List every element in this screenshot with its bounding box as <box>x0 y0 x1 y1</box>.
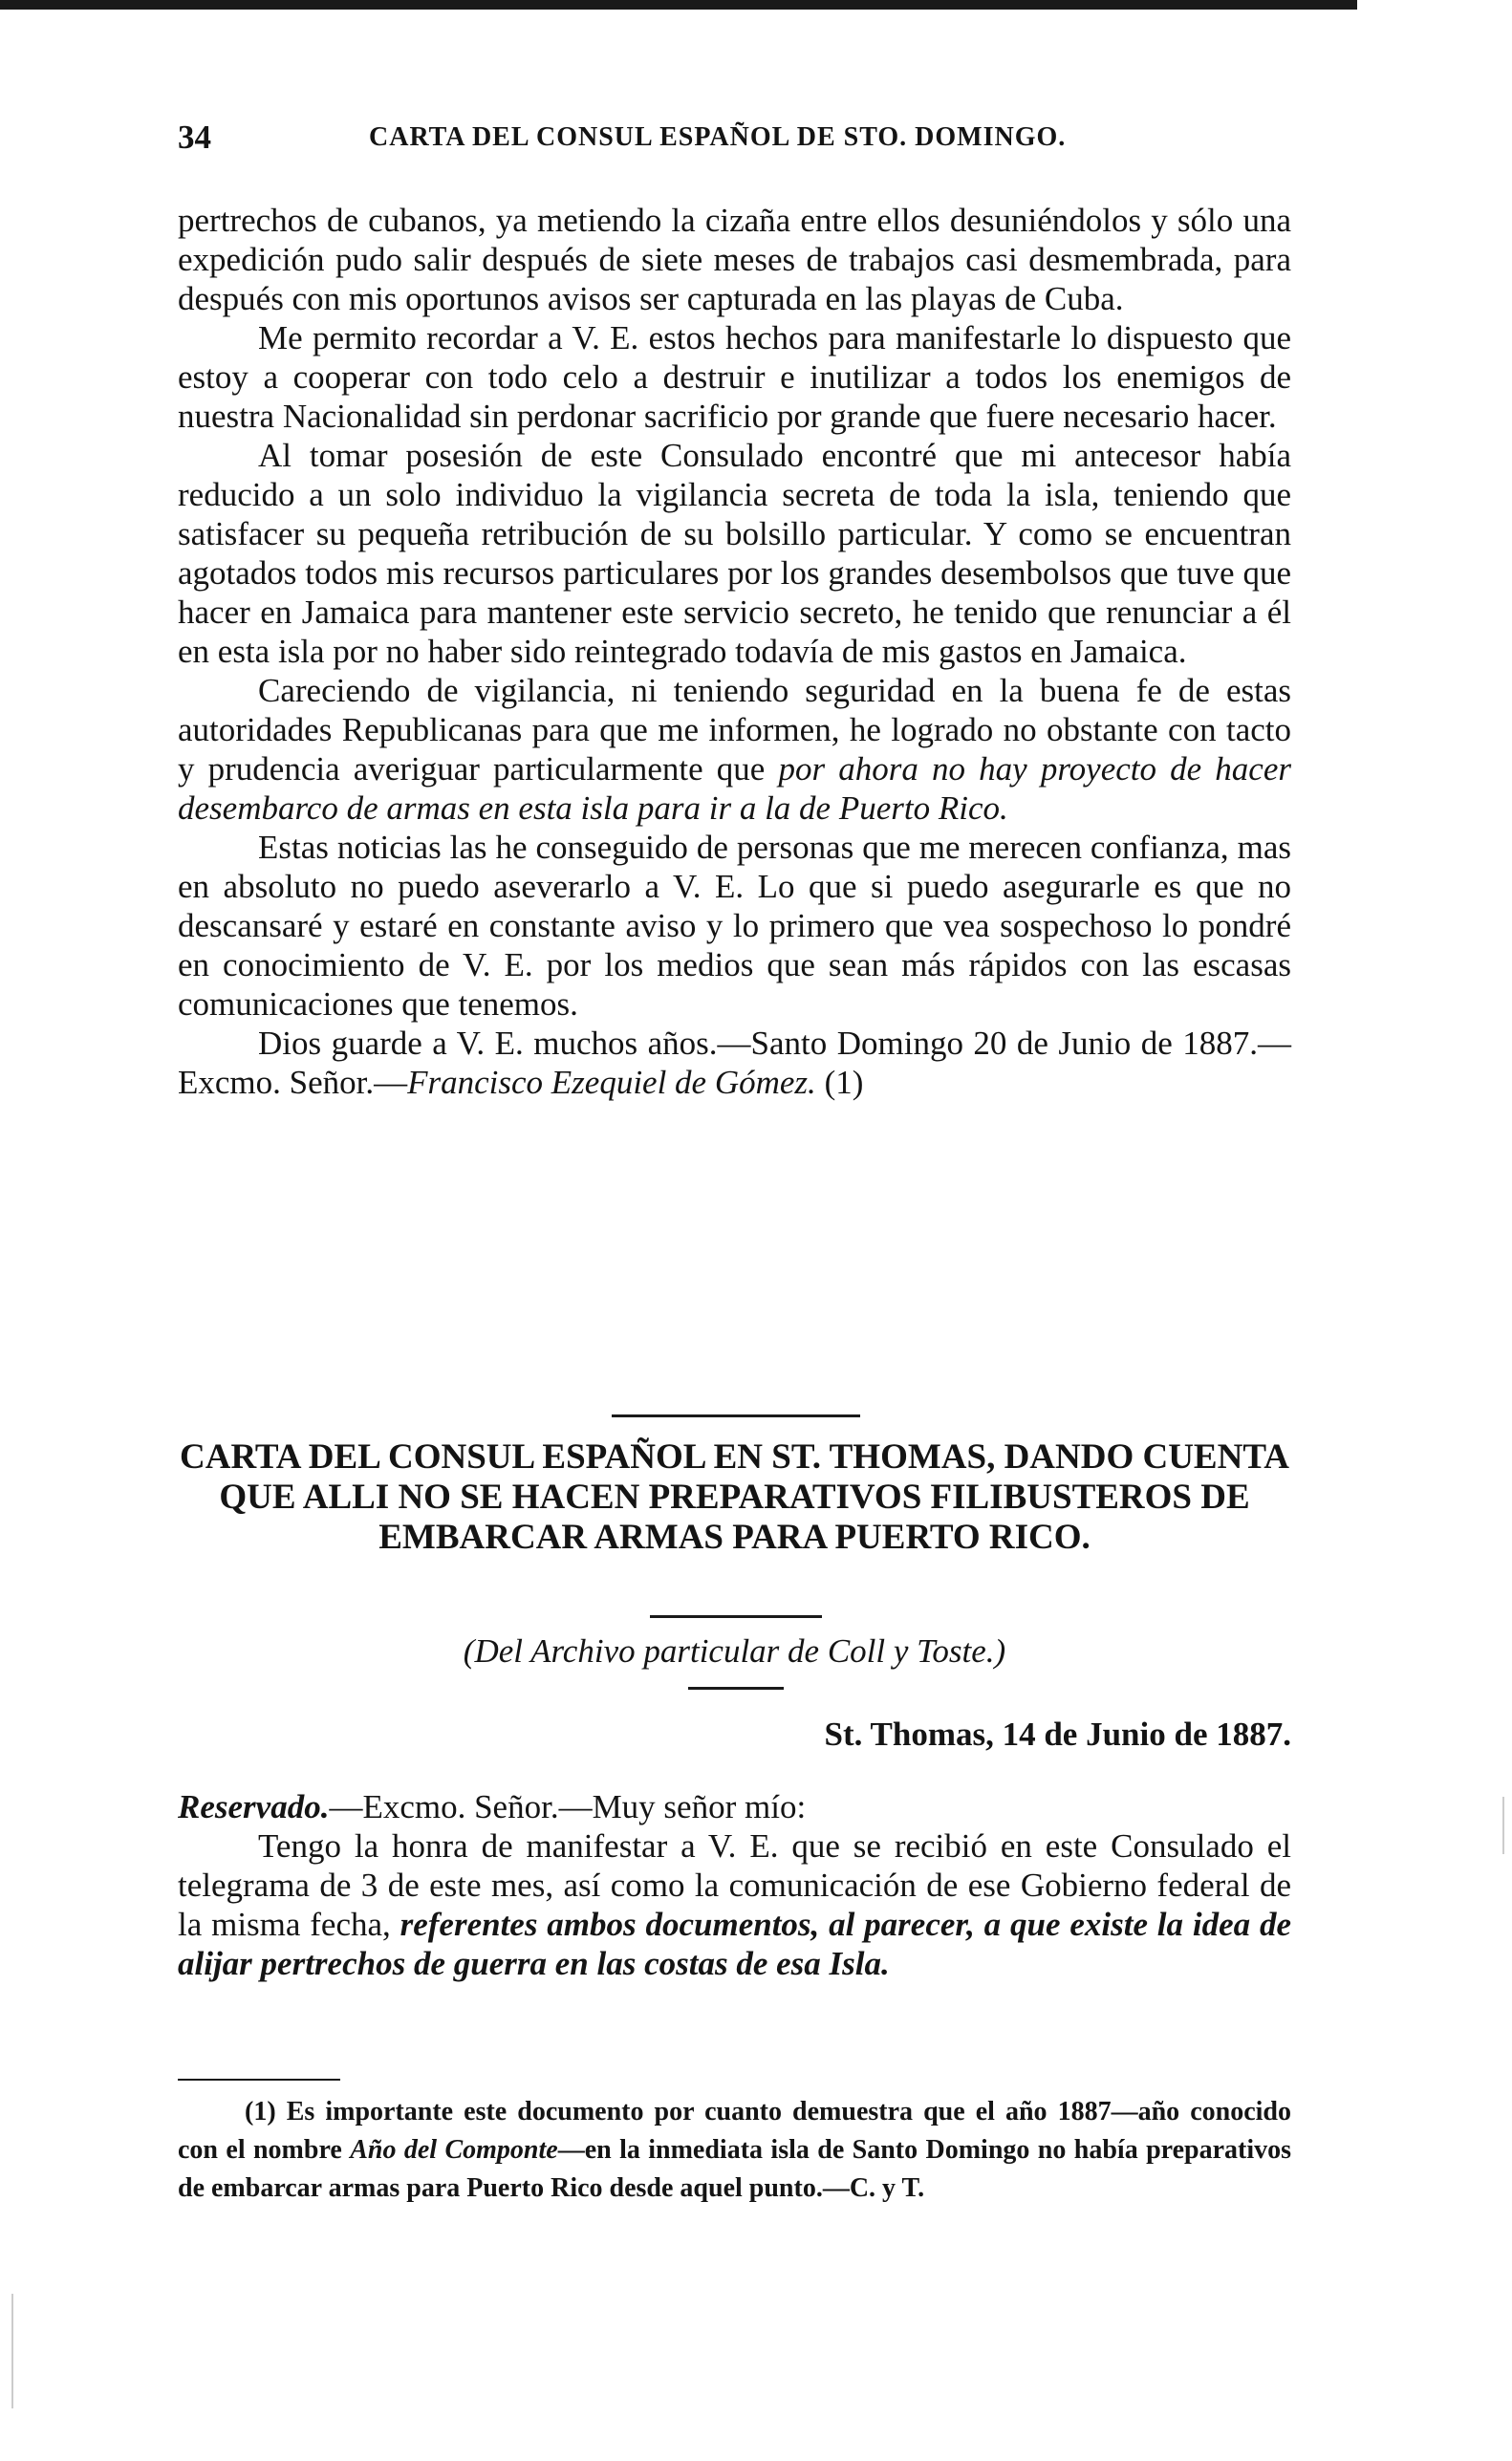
section-divider <box>612 1414 860 1417</box>
salutation <box>178 1787 1291 1826</box>
letter-paragraph-1 <box>178 1826 1291 1983</box>
footnote-rule <box>178 2079 340 2081</box>
title-underline <box>650 1615 822 1618</box>
dateline: St. Thomas, 14 de Junio de 1887. <box>824 1716 1291 1753</box>
signature: Francisco Ezequiel de Gómez. <box>407 1064 816 1101</box>
letter-paragraph-1-italic: referentes ambos documentos, al parecer, a que existe la idea de alijar pertrechos de guerra en las costas de esa Isla. <box>178 1906 1291 1982</box>
paragraph-5: Estas noticias las he conseguido de personas que me merecen confianza, mas en absoluto no puedo aseverarlo a V. E. Lo que si puedo asegurarle es que no descansaré y estaré en constante aviso y lo primero que vea sospechoso lo pondré en conocimiento de V. E. por los medios que sean más rápidos con las escasas comunicaciones que tenemos. <box>178 829 1291 1023</box>
footnote-marker: (1) <box>245 2097 276 2126</box>
footnote-ref: (1) <box>815 1064 864 1101</box>
paragraph-2: Me permito recordar a V. E. estos hechos para manifestarle lo dispuesto que estoy a cooperar con todo celo a destruir e inutilizar a todos los enemigos de nuestra Nacionalidad sin perdonar sacrificio por grande que fuere necesario hacer. <box>178 319 1291 435</box>
body-text <box>178 201 1291 1102</box>
paragraph-4-text: Careciendo de vigilancia, ni teniendo seguridad en la buena fe de estas autoridades Republicanas para que me informen, he logrado no obstante con tacto y prudencia averiguar particularmente que <box>178 672 1291 788</box>
footnote <box>178 2093 1291 2208</box>
footnote-text: Es importante este documento por cuanto demuestra que el año 1887—año conocido con el nombre <box>178 2097 1291 2165</box>
running-header <box>178 115 1286 162</box>
margin-mark <box>1502 1797 1504 1854</box>
paragraph-1: pertrechos de cubanos, ya metiendo la cizaña entre ellos desuniéndolos y sólo una expedición pudo salir después de siete meses de trabajos casi desmembrada, para después con mis oportunos avisos ser capturada en las playas de Cuba. <box>178 202 1291 317</box>
footnote-italic: Año del Componte <box>350 2135 558 2165</box>
salutation-text: —Excmo. Señor.—Muy señor mío: <box>329 1788 807 1825</box>
footnote-paragraph <box>178 2093 1291 2208</box>
letter-body <box>178 1787 1291 1983</box>
page-number: 34 <box>178 119 211 156</box>
footnote-text-end: —en la inmediata isla de Santo Domingo no había preparativos de embarcar armas para Puerto Rico desde aquel punto.—C. y T. <box>178 2135 1291 2203</box>
closing-text: Dios guarde a V. E. muchos años.—Santo Domingo 20 de Junio de 1887.—Excmo. Señor.— <box>178 1025 1291 1101</box>
letter-paragraph-1-text: Tengo la honra de manifestar a V. E. que se recibió en este Consulado el telegrama de 3 de este mes, así como la comunicación de ese Gobierno federal de la misma fecha, <box>178 1827 1291 1943</box>
paragraph-4 <box>178 671 1291 828</box>
running-title: CARTA DEL CONSUL ESPAÑOL DE STO. DOMINGO. <box>369 122 1067 152</box>
margin-mark-left <box>11 2294 13 2408</box>
page-top-border <box>0 0 1357 10</box>
paragraph-6 <box>178 1024 1291 1102</box>
document-title: CARTA DEL CONSUL ESPAÑOL EN ST. THOMAS, DANDO CUENTA QUE ALLI NO SE HACEN PREPARATIVOS FILIBUSTEROS DE EMBARCAR ARMAS PARA PUERTO RICO. <box>180 1437 1289 1557</box>
source-note: (Del Archivo particular de Coll y Toste.) <box>463 1632 1006 1670</box>
paragraph-4-italic: por ahora no hay proyecto de hacer desembarco de armas en esta isla para ir a la de Puerto Rico. <box>178 750 1291 827</box>
salutation-reservado: Reservado. <box>178 1788 330 1825</box>
source-underline <box>688 1687 784 1690</box>
paragraph-3: Al tomar posesión de este Consulado encontré que mi antecesor había reducido a un solo individuo la vigilancia secreta de toda la isla, teniendo que satisfacer su pequeña retribución de su bolsillo particular. Y como se encuentran agotados todos mis recursos particulares por los grandes desembolsos que tuve que hacer en Jamaica para mantener este servicio secreto, he tenido que renunciar a él en esta isla por no haber sido reintegrado todavía de mis gastos en Jamaica. <box>178 437 1291 670</box>
